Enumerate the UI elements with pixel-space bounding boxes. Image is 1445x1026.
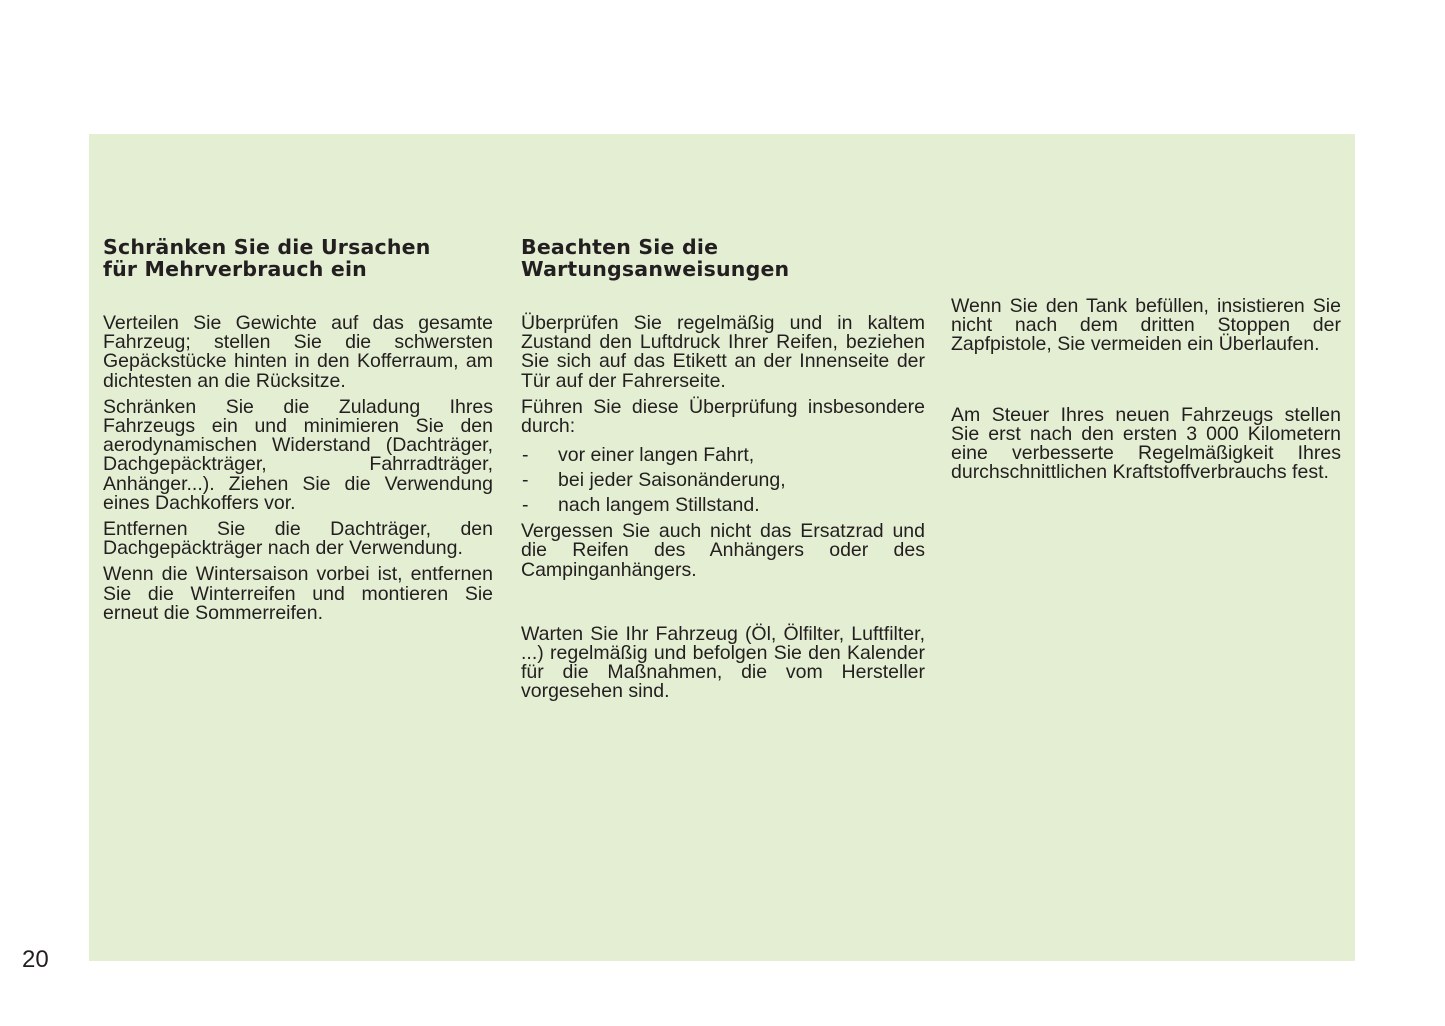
page-number: 20 bbox=[22, 946, 49, 973]
list-item: - vor einer langen Fahrt, bbox=[522, 444, 755, 467]
bullet-marker: - bbox=[522, 494, 529, 517]
paragraph: Überprüfen Sie regelmäßig und in kaltem Zustand den Luftdruck Ihrer Reifen, beziehen Sie sich auf das Etikett an der Innenseite der Tür auf der Fahrerseite. bbox=[521, 312, 925, 392]
paragraph: Entfernen Sie die Dachträger, den Dachgepäckträger nach der Verwendung. bbox=[103, 518, 493, 560]
paragraph: Verteilen Sie Gewichte auf das gesamte Fahrzeug; stellen Sie die schwersten Gepäckstücke hinten in den Kofferraum, am dichtesten an die Rücksitze. bbox=[103, 312, 493, 392]
paragraph: Schränken Sie die Zuladung Ihres Fahrzeugs ein und minimieren Sie den aerodynamischen Widerstand (Dachträger, Dachgepäckträger, Fahrradträger, Anhänger...). Ziehen Sie die Verwendung eines Dachkoffers vor. bbox=[103, 395, 493, 514]
column-maintenance bbox=[521, 236, 925, 709]
heading-maintenance: Beachten Sie die Wartungsanweisungen bbox=[521, 235, 790, 281]
list-item: - nach langem Stillstand. bbox=[522, 494, 760, 517]
paragraph: Warten Sie Ihr Fahrzeug (Öl, Ölfilter, Luftfilter, ...) regelmäßig und befolgen Sie den Kalender für die Maßnahmen, die vom Hersteller vorgesehen sind. bbox=[521, 622, 925, 703]
heading-reduce-consumption: Schränken Sie die Ursachen für Mehrverbrauch ein bbox=[103, 235, 431, 281]
list-item: - bei jeder Saisonänderung, bbox=[522, 469, 786, 492]
bullet-marker: - bbox=[522, 444, 529, 467]
bullet-marker: - bbox=[522, 469, 529, 492]
paragraph: Führen Sie diese Überprüfung insbesondere durch: bbox=[521, 395, 925, 438]
column-fuel-consumption bbox=[103, 236, 493, 630]
paragraph: Wenn Sie den Tank befüllen, insistieren Sie nicht nach dem dritten Stoppen der Zapfpistole, Sie vermeiden ein Überlaufen. bbox=[951, 295, 1341, 356]
paragraph: Vergessen Sie auch nicht das Ersatzrad und die Reifen des Anhängers oder des Campinganhängers. bbox=[521, 520, 925, 581]
paragraph: Am Steuer Ihres neuen Fahrzeugs stellen Sie erst nach den ersten 3 000 Kilometern eine verbesserte Regelmäßigkeit Ihres durchschnittlichen Kraftstoffverbrauchs fest. bbox=[951, 403, 1341, 484]
bullet-list bbox=[521, 443, 925, 518]
paragraph: Wenn die Wintersaison vorbei ist, entfernen Sie die Winterreifen und montieren Sie erneut die Sommerreifen. bbox=[103, 563, 493, 624]
column-tips bbox=[951, 297, 1341, 489]
